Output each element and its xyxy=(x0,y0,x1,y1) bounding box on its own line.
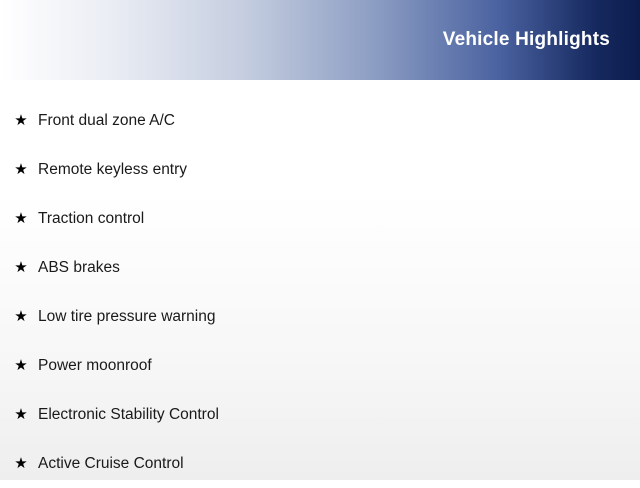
list-item xyxy=(0,145,640,194)
list-item xyxy=(0,439,640,488)
list-item xyxy=(0,243,640,292)
highlights-content xyxy=(0,80,640,480)
star-bullet-icon: ★ xyxy=(14,161,28,178)
feature-label: Electronic Stability Control xyxy=(38,405,219,423)
list-item xyxy=(0,341,640,390)
star-bullet-icon: ★ xyxy=(14,112,28,129)
feature-label: ABS brakes xyxy=(38,258,120,276)
feature-label: Low tire pressure warning xyxy=(38,307,216,325)
page-title: Vehicle Highlights xyxy=(442,28,610,50)
feature-label: Remote keyless entry xyxy=(38,160,188,178)
star-bullet-icon: ★ xyxy=(14,406,28,423)
list-item xyxy=(0,292,640,341)
star-bullet-icon: ★ xyxy=(14,455,28,472)
list-item xyxy=(0,390,640,439)
star-bullet-icon: ★ xyxy=(14,259,28,276)
star-bullet-icon: ★ xyxy=(14,357,28,374)
feature-label: Power moonroof xyxy=(38,356,152,374)
feature-label: Front dual zone A/C xyxy=(38,111,175,129)
page-header xyxy=(0,0,640,80)
feature-label: Traction control xyxy=(38,209,145,227)
star-bullet-icon: ★ xyxy=(14,308,28,325)
list-item xyxy=(0,194,640,243)
feature-list xyxy=(0,96,640,488)
star-bullet-icon: ★ xyxy=(14,210,28,227)
feature-label: Active Cruise Control xyxy=(38,454,184,472)
list-item xyxy=(0,96,640,145)
